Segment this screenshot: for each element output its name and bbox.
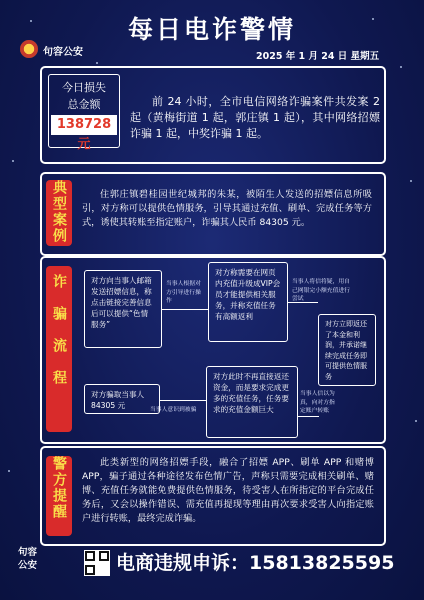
case-description: 住郭庄镇碧桂园世纪城邦的朱某，被陌生人发送的招嫖信息所吸引，对方称可以提供色情服务，引导其通过充值、刷单、完成任务等方式，诱使其转账至指定账户，诈骗其人民币 84305 元。	[82, 189, 372, 228]
flow-label	[46, 266, 72, 432]
complaint-hotline: 电商违规申诉：15813825595	[116, 552, 395, 574]
star-decoration	[415, 420, 417, 422]
flow-step-5: 对方骗取当事人 84305 元	[84, 384, 160, 414]
flow-arrow	[160, 400, 206, 401]
flow-arrow	[297, 416, 319, 417]
warning-text: 此类新型的网络招嫖手段，融合了招嫖 APP、刷单 APP 和赌博 APP，骗子通过各种途径发布色情广告，声称只需要完成相关刷单、赌博、充值任务就能免费提供色情服务，待受害人在所指定的平台完成任务后，又会以操作错误、需充值再提现等理由再次要求受害人向指定账户进行转账，最终完成诈骗。	[82, 457, 374, 524]
qr-code-icon	[84, 550, 110, 576]
case-label	[46, 180, 72, 246]
daily-summary: 前 24 小时，全市电信网络诈骗案件共发案 2 起（黄梅街道 1 起，郭庄镇 1 起），其中网络招嫖诈骗 1 起，中奖诈骗 1 起。	[130, 95, 380, 140]
flow-note-2: 当事人将信将疑，用自己网银完小额充值进行尝试	[292, 279, 350, 302]
flow-note-3: 当事人信以为真，向对方指定账户转账	[300, 391, 335, 414]
flow-panel	[40, 256, 386, 444]
footer-org-line1: 句容	[18, 547, 38, 558]
loss-summary-box	[48, 74, 120, 152]
flow-note-1: 当事人根据对方引导进行操作	[166, 281, 201, 304]
star-decoration	[400, 66, 402, 68]
stats-panel	[40, 66, 386, 164]
warning-panel	[40, 446, 386, 546]
loss-label-line1: 今日损失	[62, 81, 106, 94]
flow-step-3: 对方立即返还了本金和利润，并承诺继续完成任务即可提供色情服务	[318, 314, 376, 386]
case-panel	[40, 172, 386, 256]
warning-label	[46, 456, 72, 536]
star-decoration	[8, 470, 10, 472]
flow-label-text: 诈骗流程	[51, 274, 67, 402]
footer-org	[18, 546, 37, 572]
loss-amount: 138728 元	[51, 115, 117, 135]
loss-label	[49, 79, 119, 113]
star-decoration	[410, 180, 412, 182]
flow-step-1: 对方向当事人邮箱发送招嫖信息，称点击链接完善信息后可以提供“色情服务”	[84, 270, 162, 348]
page-title: 每日电诈警情	[127, 15, 296, 44]
footer-org-line2: 公安	[18, 560, 38, 571]
warning-label-text: 警方提醒	[51, 456, 67, 520]
org-name: 句容公安	[43, 47, 83, 58]
flow-step-4: 对方此时不再直接返还资金，而是要求完成更多的充值任务，任务要求的充值金额巨大	[206, 366, 298, 438]
flow-note-4: 当事人意识到被骗	[150, 407, 197, 413]
star-decoration	[12, 160, 14, 162]
loss-label-line2: 总金额	[67, 98, 101, 111]
flow-step-2: 对方称需要在网页内充值升级成VIP会员才能提供相关服务，并称充值任务有高额返利	[208, 262, 288, 342]
flow-arrow	[162, 309, 208, 310]
case-label-text: 典型案例	[51, 180, 67, 244]
report-date: 2025 年 1 月 24 日 星期五	[256, 51, 380, 62]
star-decoration	[96, 62, 98, 64]
police-badge-icon	[20, 40, 38, 58]
